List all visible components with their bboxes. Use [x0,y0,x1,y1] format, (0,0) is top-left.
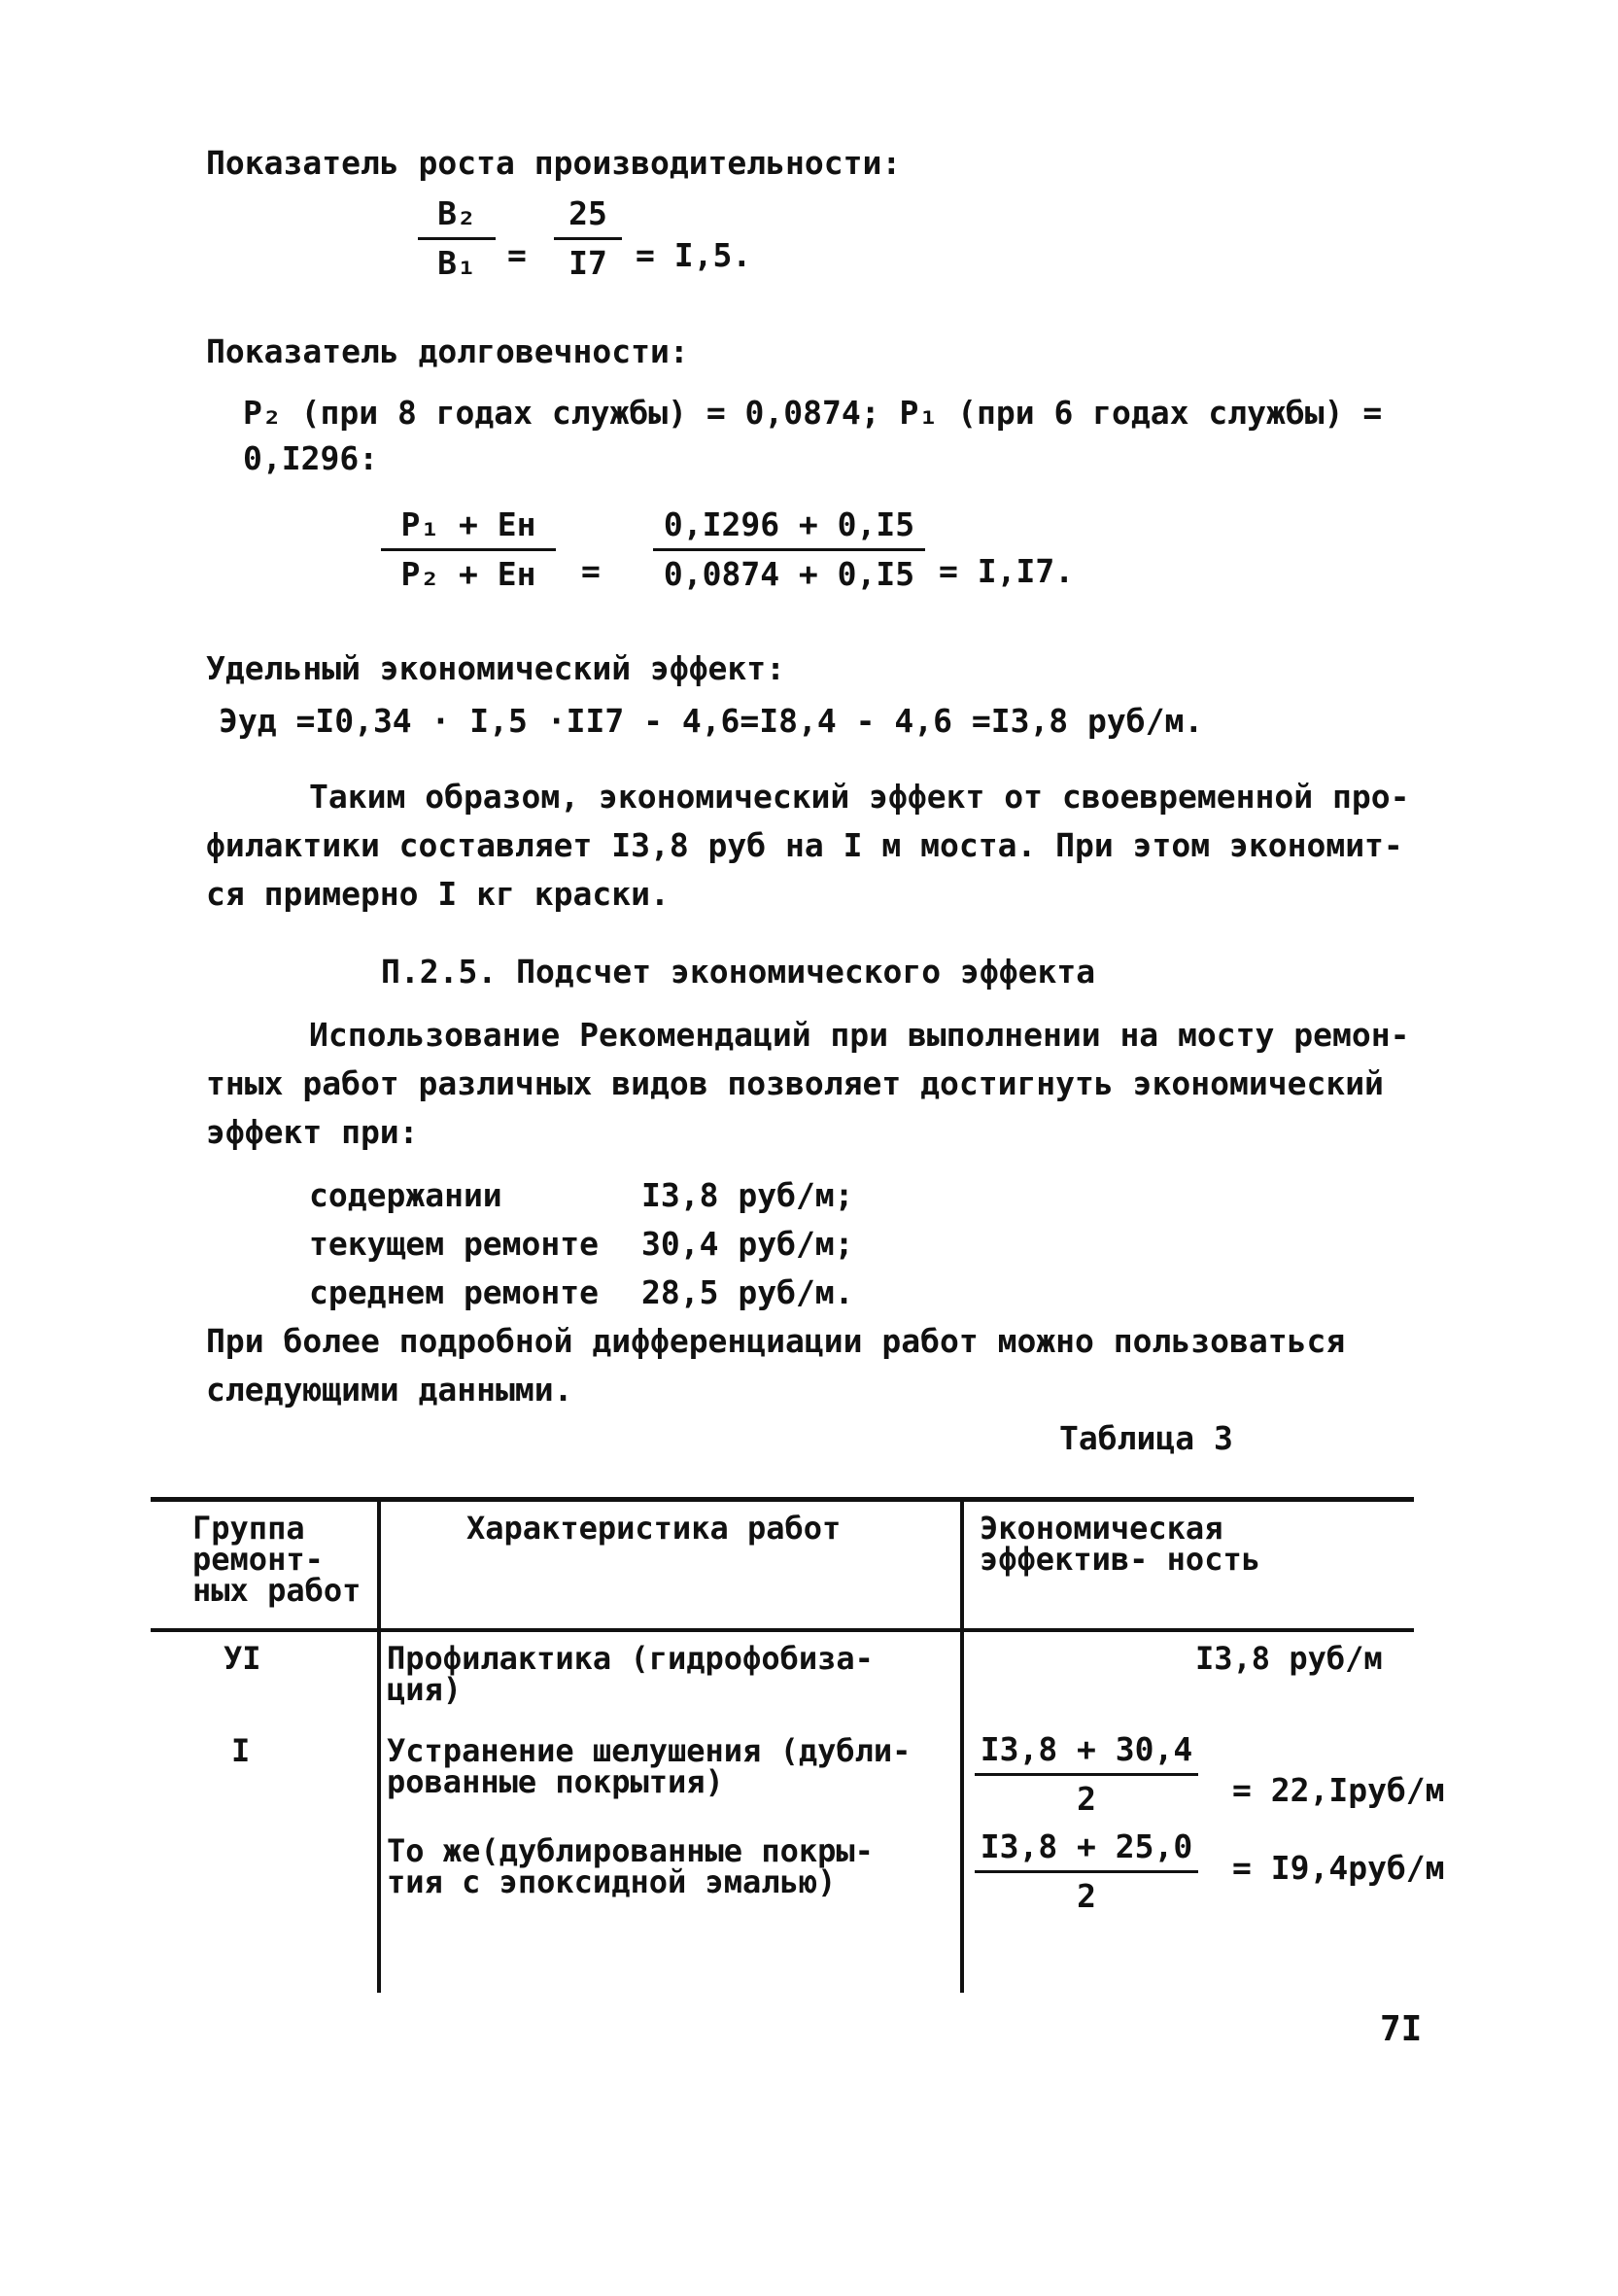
para1-line1: Таким образом, экономический эффект от своевременной про- [309,778,1410,816]
row-fraction-num: I3,8 + 30,4 [980,1730,1193,1768]
table-caption: Таблица 3 [1059,1419,1233,1457]
growth-heading: Показатель роста производительности: [206,144,902,182]
row-fraction [975,1730,1198,1819]
specific-heading: Удельный экономический эффект: [206,649,786,687]
durability-den: P₂ + Eн [400,555,536,593]
growth-num: В₂ [437,194,476,232]
row-group: УI [224,1640,261,1677]
table-header-rule [151,1628,1414,1632]
para2-line1: Использование Рекомендаций при выполнении на мосту ремон- [309,1016,1410,1054]
para2-line3: эффект при: [206,1113,419,1151]
para3-line2: следующими данными. [206,1371,573,1409]
row-description: Устранение шелушения (дубли- рованные покрытия) [387,1732,912,1800]
para2-line2: тных работ различных видов позволяет достигнуть экономический [206,1064,1384,1102]
para3-line1: При более подробной дифференциации работ можно пользоваться [206,1322,1346,1360]
header-efficiency: Экономическая эффектив- ность [980,1510,1260,1578]
effect-value: 30,4 руб/м; [641,1225,854,1263]
row-value: I3,8 руб/м [1195,1640,1383,1677]
row-fraction-num: I3,8 + 25,0 [980,1827,1193,1865]
growth-num2: 25 [568,194,607,232]
effect-label: среднем ремонте [309,1273,600,1311]
growth-den: В₁ [437,244,476,282]
effect-label: содержании [309,1176,502,1214]
header-group: Группа ремонт- ных работ [192,1510,361,1609]
para1-line3: ся примерно I кг краски. [206,875,670,913]
durability-result: = I,I7. [939,552,1075,590]
row-fraction-den: 2 [1077,1877,1096,1915]
effect-label: текущем ремонте [309,1225,600,1263]
growth-fraction-2 [554,194,622,283]
row-fraction [975,1827,1198,1916]
row-value: = 22,Iруб/м [1232,1771,1445,1809]
row-fraction-den: 2 [1077,1780,1096,1818]
durability-line2: 0,I296: [243,439,379,477]
effect-value: I3,8 руб/м; [641,1176,854,1214]
effect-value: 28,5 руб/м. [641,1273,854,1311]
row-description: Профилактика (гидрофобиза- ция) [387,1640,874,1708]
table-top-rule [151,1497,1414,1502]
para1-line2: филактики составляет I3,8 руб на I м моста. При этом экономит- [206,826,1403,864]
durability-heading: Показатель долговечности: [206,332,689,370]
durability-num2: 0,I296 + 0,I5 [663,505,915,543]
table-col-divider-2 [960,1502,964,1993]
growth-den2: I7 [568,244,607,282]
growth-result: = I,5. [636,236,752,274]
durability-num: P₁ + Eн [400,505,536,543]
section-title: П.2.5. Подсчет экономического эффекта [381,953,1096,991]
row-description: То же(дублированные покры- тия с эпоксидной эмалью) [387,1832,874,1900]
durability-fraction-1 [381,505,556,594]
growth-fraction-1 [418,194,496,283]
durability-eq: = [581,552,601,590]
growth-eq: = [507,236,527,274]
row-group: I [231,1732,251,1769]
row-value: = I9,4руб/м [1232,1849,1445,1887]
page-number: 7I [1380,2009,1423,2049]
durability-line1: P₂ (при 8 годах службы) = 0,0874; P₁ (при 6 годах службы) = [243,394,1383,432]
header-description: Характеристика работ [466,1510,842,1547]
durability-den2: 0,0874 + 0,I5 [663,555,915,593]
durability-fraction-2 [653,505,925,594]
table-col-divider-1 [377,1502,381,1993]
specific-formula: Эуд =I0,34 · I,5 ·II7 - 4,6=I8,4 - 4,6 =I3,8 руб/м. [219,702,1204,740]
